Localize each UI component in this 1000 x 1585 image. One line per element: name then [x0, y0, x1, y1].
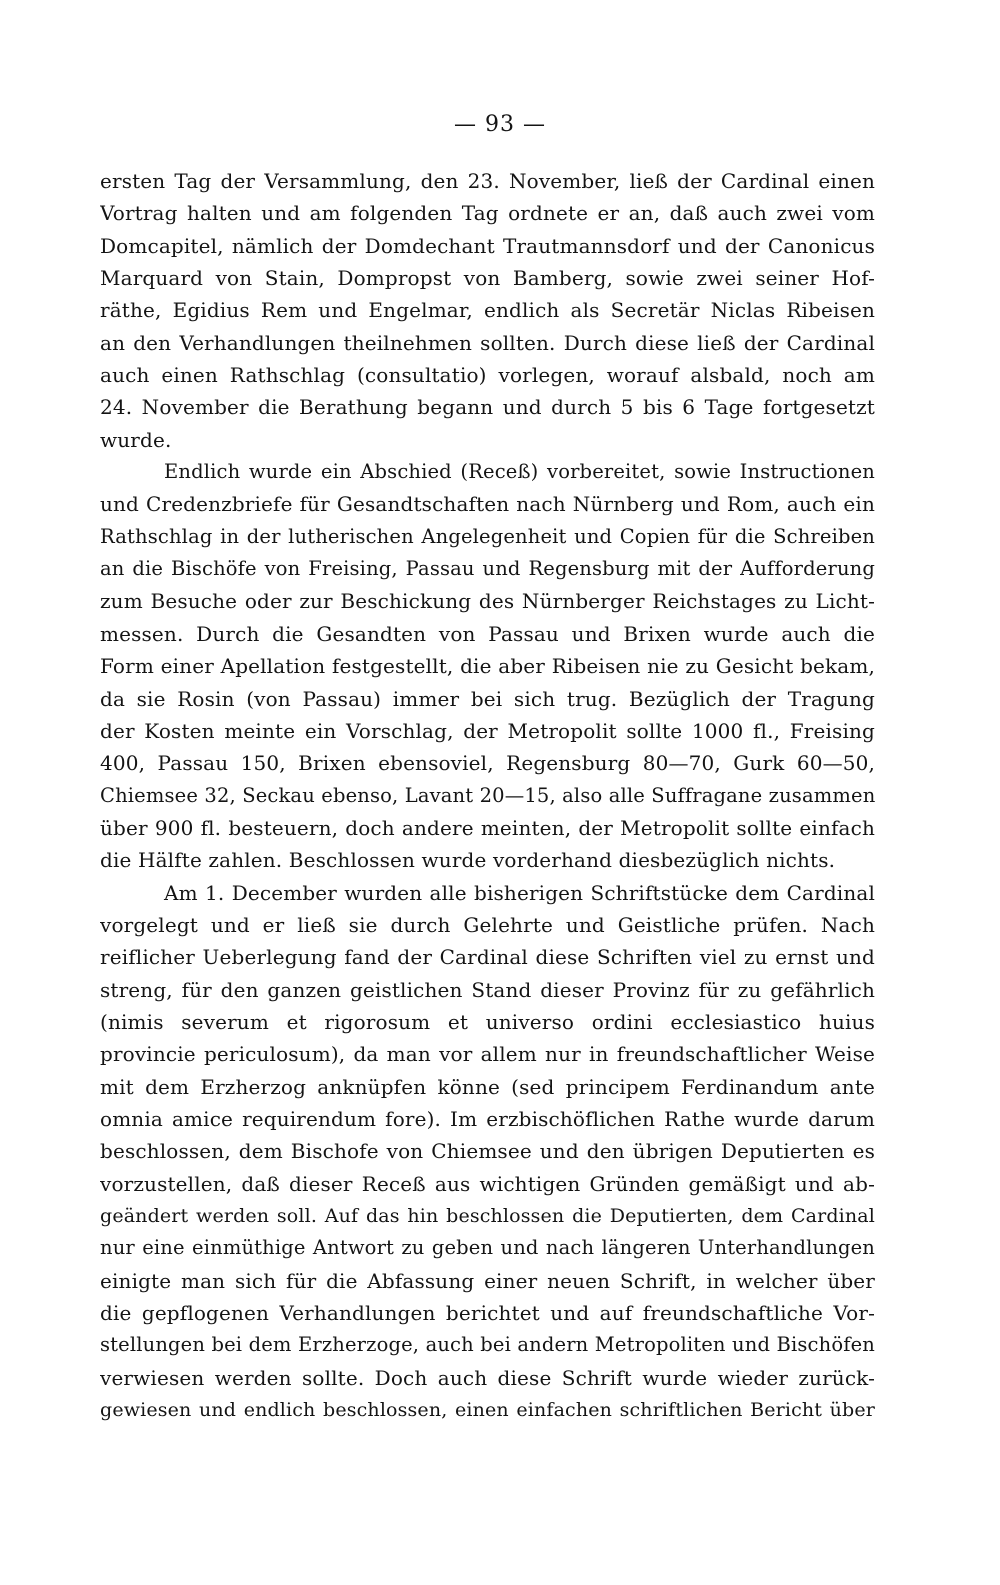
text-line: Rathschlag in der lutherischen Angelegenheit und Copien für die Schreiben: [100, 524, 875, 548]
text-line: vorgelegt und er ließ sie durch Gelehrte und Geistliche prüfen. Nach: [100, 912, 875, 937]
page-number: — 93 —: [454, 112, 546, 137]
text-line: stellungen bei dem Erzherzoge, auch bei andern Metropoliten und Bischöfen: [100, 1333, 875, 1357]
text-line: streng, für den ganzen geistlichen Stand dieser Provinz für zu gefährlich: [100, 977, 875, 1002]
text-line: nur eine einmüthige Antwort zu geben und nach längeren Unterhandlungen: [100, 1236, 875, 1260]
text-line: da sie Rosin (von Passau) immer bei sich trug. Bezüglich der Tragung: [100, 686, 875, 711]
text-line: geändert werden soll. Auf das hin beschlossen die Deputierten, dem Cardinal: [100, 1205, 875, 1227]
text-line: auch einen Rathschlag (consultatio) vorlegen, worauf alsbald, noch am: [100, 363, 875, 388]
text-line: provincie periculosum), da man vor allem nur in freundschaftlicher Weise: [100, 1042, 875, 1067]
text-line: räthe, Egidius Rem und Engelmar, endlich als Secretär Niclas Ribeisen: [100, 298, 875, 323]
text-line: an den Verhandlungen theilnehmen sollten. Durch diese ließ der Cardinal: [100, 330, 875, 355]
text-line: der Kosten meinte ein Vorschlag, der Metropolit sollte 1000 fl., Freising: [100, 718, 875, 743]
text-line: die gepflogenen Verhandlungen berichtet und auf freundschaftliche Vor-: [100, 1301, 875, 1326]
text-line: Vortrag halten und am folgenden Tag ordnete er an, daß auch zwei vom: [100, 201, 875, 226]
text-line: Form einer Apellation festgestellt, die aber Ribeisen nie zu Gesicht bekam,: [100, 654, 875, 679]
text-line: vorzustellen, daß dieser Receß aus wichtigen Gründen gemäßigt und ab-: [100, 1171, 875, 1196]
text-line: Domcapitel, nämlich der Domdechant Trautmannsdorf und der Canonicus: [100, 233, 875, 258]
text-line: Endlich wurde ein Abschied (Receß) vorbereitet, sowie Instructionen: [164, 460, 875, 484]
text-line: (nimis severum et rigorosum et universo ordini ecclesiastico huius: [100, 1009, 875, 1034]
text-line: omnia amice requirendum fore). Im erzbischöflichen Rathe wurde darum: [100, 1106, 875, 1131]
text-line: messen. Durch die Gesandten von Passau und Brixen wurde auch die: [100, 621, 875, 646]
text-line: reiflicher Ueberlegung fand der Cardinal diese Schriften viel zu ernst und: [100, 945, 875, 970]
text-line: wurde.: [100, 427, 172, 452]
body-text: [100, 165, 875, 1426]
text-line: 400, Passau 150, Brixen ebensoviel, Regensburg 80—70, Gurk 60—50,: [100, 751, 875, 776]
text-line: Marquard von Stain, Dompropst von Bamberg, sowie zwei seiner Hof-: [100, 266, 875, 291]
text-line: mit dem Erzherzog anknüpfen könne (sed principem Ferdinandum ante: [100, 1074, 875, 1099]
text-line: über 900 fl. besteuern, doch andere meinten, der Metropolit sollte einfach: [100, 815, 875, 840]
text-line: einigte man sich für die Abfassung einer neuen Schrift, in welcher über: [100, 1268, 875, 1293]
text-line: an die Bischöfe von Freising, Passau und Regensburg mit der Aufforderung: [100, 557, 875, 581]
text-line: die Hälfte zahlen. Beschlossen wurde vorderhand diesbezüglich nichts.: [100, 848, 836, 873]
text-line: verwiesen werden sollte. Doch auch diese Schrift wurde wieder zurück-: [100, 1365, 875, 1390]
text-line: Chiemsee 32, Seckau ebenso, Lavant 20—15, also alle Suffragane zusammen: [100, 783, 875, 807]
text-line: und Credenzbriefe für Gesandtschaften nach Nürnberg und Rom, auch ein: [100, 492, 875, 517]
text-line: Am 1. December wurden alle bisherigen Schriftstücke dem Cardinal: [164, 880, 875, 905]
text-line: zum Besuche oder zur Beschickung des Nürnberger Reichstages zu Licht-: [100, 589, 875, 614]
text-line: 24. November die Berathung begann und durch 5 bis 6 Tage fortgesetzt: [100, 395, 875, 420]
text-line: beschlossen, dem Bischofe von Chiemsee und den übrigen Deputierten es: [100, 1139, 875, 1164]
text-line: ersten Tag der Versammlung, den 23. November, ließ der Cardinal einen: [100, 169, 875, 193]
text-line: gewiesen und endlich beschlossen, einen einfachen schriftlichen Bericht über: [100, 1399, 875, 1422]
